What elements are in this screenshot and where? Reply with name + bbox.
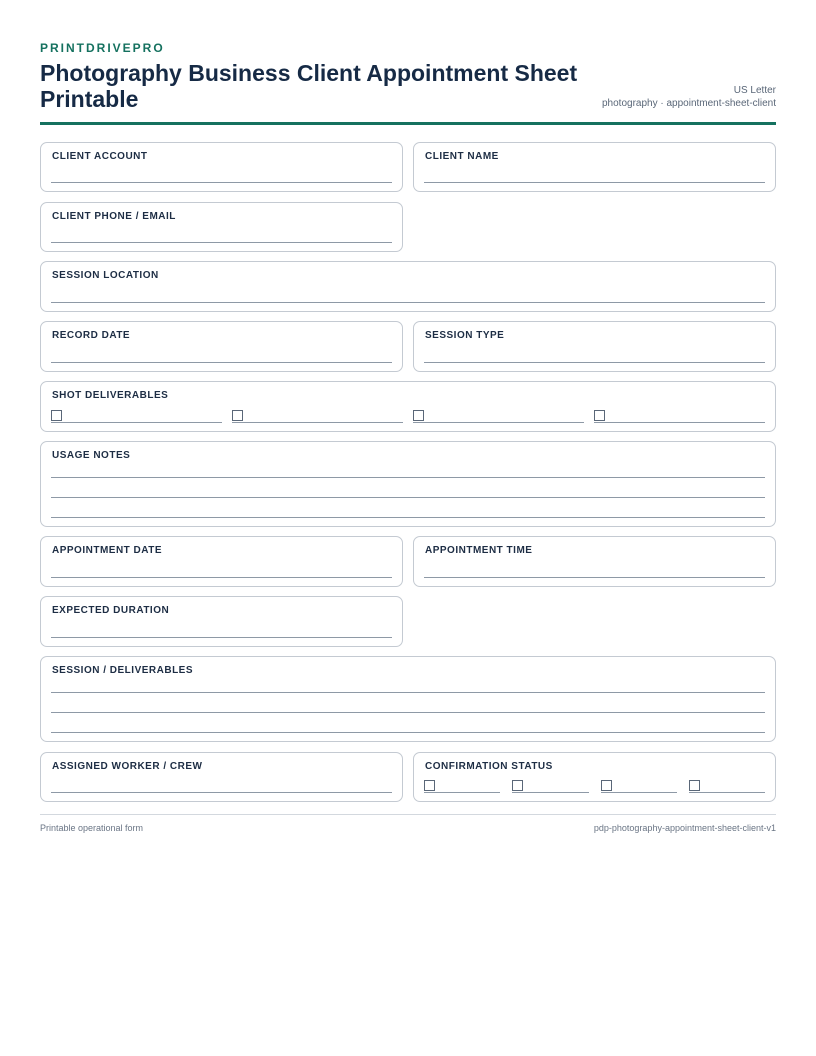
page-title: Photography Business Client Appointment Sheet Printable <box>40 60 578 112</box>
field-label: EXPECTED DURATION <box>52 605 170 616</box>
checkbox-group <box>424 778 765 793</box>
write-line[interactable] <box>51 242 392 243</box>
appointment-date-field[interactable] <box>40 536 403 587</box>
checkbox-option[interactable] <box>232 408 403 423</box>
checkbox-group <box>51 408 765 423</box>
checkbox-option[interactable] <box>424 778 500 793</box>
field-label: ASSIGNED WORKER / CREW <box>52 761 203 772</box>
checkbox[interactable] <box>232 410 243 421</box>
checkbox-option[interactable] <box>413 408 584 423</box>
session-type-field[interactable] <box>413 321 776 372</box>
field-label: SESSION / DELIVERABLES <box>52 665 194 676</box>
field-label: SHOT DELIVERABLES <box>52 390 169 401</box>
brand-name: PRINTDRIVEPRO <box>40 41 165 55</box>
checkbox[interactable] <box>601 780 612 791</box>
document-tags: photography · appointment-sheet-client <box>602 98 776 109</box>
checkbox[interactable] <box>512 780 523 791</box>
write-line[interactable] <box>51 362 392 363</box>
field-label: RECORD DATE <box>52 330 131 341</box>
checkbox[interactable] <box>51 410 62 421</box>
record-date-field[interactable] <box>40 321 403 372</box>
write-line[interactable] <box>51 302 765 303</box>
appointment-time-field[interactable] <box>413 536 776 587</box>
header-rule <box>40 122 776 125</box>
expected-duration-field[interactable] <box>40 596 403 647</box>
checkbox-option[interactable] <box>601 778 677 793</box>
write-line[interactable] <box>51 577 392 578</box>
write-line[interactable] <box>51 712 765 713</box>
footer-form-id: pdp-photography-appointment-sheet-client-v1 <box>593 823 776 833</box>
checkbox-option[interactable] <box>512 778 588 793</box>
write-line[interactable] <box>424 577 765 578</box>
field-label: APPOINTMENT DATE <box>52 545 163 556</box>
checkbox[interactable] <box>689 780 700 791</box>
field-label: CONFIRMATION STATUS <box>425 761 553 772</box>
checkbox-option[interactable] <box>689 778 765 793</box>
write-line[interactable] <box>51 477 765 478</box>
checkbox-option[interactable] <box>51 408 222 423</box>
checkbox[interactable] <box>424 780 435 791</box>
footer-rule <box>40 814 776 815</box>
field-label: SESSION TYPE <box>425 330 505 341</box>
client-contact-field[interactable] <box>40 202 403 252</box>
checkbox[interactable] <box>594 410 605 421</box>
field-label: APPOINTMENT TIME <box>425 545 533 556</box>
session-deliverables-field[interactable] <box>40 656 776 742</box>
session-location-field[interactable] <box>40 261 776 312</box>
field-label: SESSION LOCATION <box>52 270 159 281</box>
client-account-field[interactable] <box>40 142 403 192</box>
write-line[interactable] <box>51 692 765 693</box>
write-line[interactable] <box>51 732 765 733</box>
paper-size: US Letter <box>733 85 776 96</box>
checkbox-option[interactable] <box>594 408 765 423</box>
field-label: USAGE NOTES <box>52 450 131 461</box>
write-line[interactable] <box>424 182 765 183</box>
client-name-field[interactable] <box>413 142 776 192</box>
checkbox[interactable] <box>413 410 424 421</box>
write-line[interactable] <box>51 637 392 638</box>
assigned-worker-field[interactable] <box>40 752 403 802</box>
shot-deliverables-field[interactable] <box>40 381 776 432</box>
field-label: CLIENT PHONE / EMAIL <box>52 211 176 222</box>
document-meta <box>602 84 776 110</box>
usage-notes-field[interactable] <box>40 441 776 527</box>
field-label: CLIENT NAME <box>425 151 499 162</box>
write-line[interactable] <box>51 497 765 498</box>
field-label: CLIENT ACCOUNT <box>52 151 148 162</box>
write-line[interactable] <box>51 517 765 518</box>
write-line[interactable] <box>51 182 392 183</box>
write-line[interactable] <box>424 362 765 363</box>
confirmation-status-field[interactable] <box>413 752 776 802</box>
footer-label: Printable operational form <box>40 823 144 833</box>
write-line[interactable] <box>51 792 392 793</box>
